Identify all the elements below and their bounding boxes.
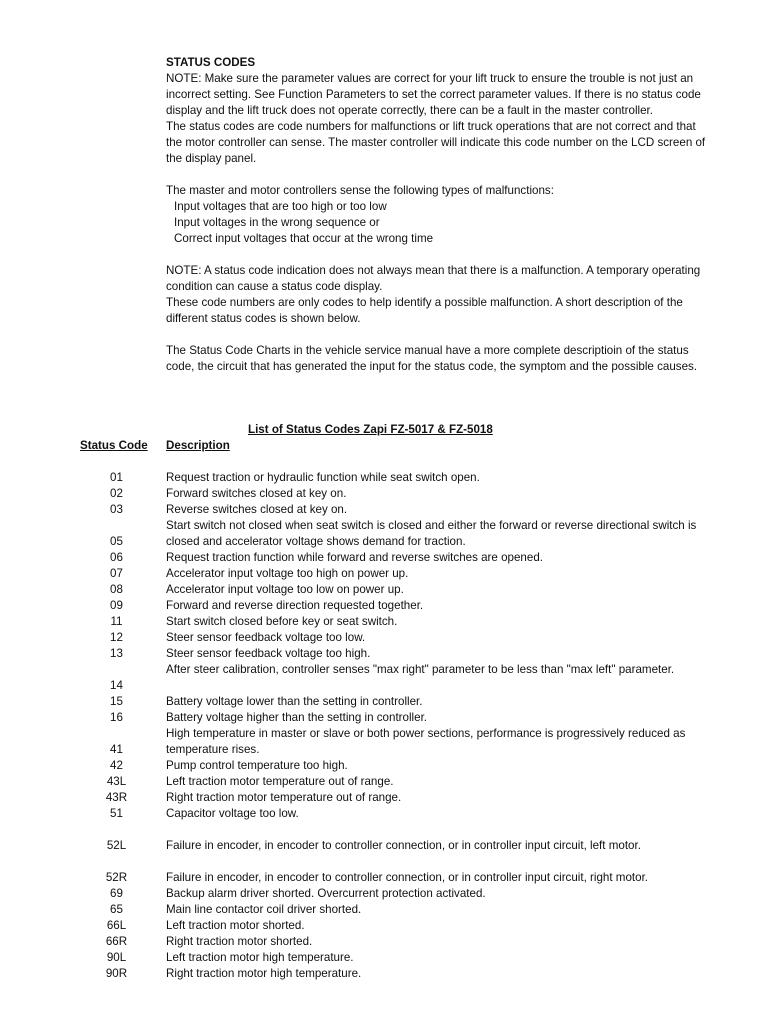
description-cell: Request traction or hydraulic function while seat switch open. (166, 471, 480, 484)
malfunction-item: Correct input voltages that occur at the wrong time (174, 232, 434, 245)
description-paragraph-2: The master and motor controllers sense the following types of malfunctions: (166, 184, 554, 197)
description-cell: Forward and reverse direction requested together. (166, 599, 424, 612)
status-code-cell: 90L (106, 951, 127, 964)
description-cell: High temperature in master or slave or both power sections, performance is progressively reduced as temperature rises. (166, 727, 686, 756)
status-code-cell: 69 (110, 887, 123, 900)
status-code-cell: 15 (110, 695, 123, 708)
status-code-cell: 52L (106, 839, 127, 852)
description-cell: Failure in encoder, in encoder to controller connection, or in controller input circuit, right motor. (166, 871, 649, 884)
description-cell: Capacitor voltage too low. (166, 807, 299, 820)
description-cell: Accelerator input voltage too low on power up. (166, 583, 404, 596)
description-cell: Failure in encoder, in encoder to controller connection, or in controller input circuit, left motor. (166, 839, 641, 852)
status-code-cell: 13 (110, 647, 123, 660)
status-code-cell: 09 (110, 599, 123, 612)
description-cell: Left traction motor high temperature. (166, 951, 354, 964)
description-cell: Start switch not closed when seat switch is closed and either the forward or reverse directional switch is closed and accelerator voltage shows demand for traction. (166, 519, 697, 548)
description-cell: Main line contactor coil driver shorted. (166, 903, 362, 916)
description-cell: Pump control temperature too high. (166, 759, 348, 772)
status-code-cell: 41 (110, 743, 123, 756)
status-code-cell: 52R (105, 871, 128, 884)
description-paragraph-3: These code numbers are only codes to help identify a possible malfunction. A short description of the different status codes is shown below. (166, 296, 683, 325)
description-cell: Start switch closed before key or seat switch. (166, 615, 398, 628)
status-code-cell: 51 (110, 807, 123, 820)
description-cell: Left traction motor temperature out of range. (166, 775, 394, 788)
status-code-cell: 05 (110, 535, 123, 548)
status-code-cell: 08 (110, 583, 123, 596)
malfunction-item: Input voltages that are too high or too low (174, 200, 387, 213)
description-cell: After steer calibration, controller senses "max right" parameter to be less than "max left" parameter. (166, 663, 675, 676)
status-code-column-header: Status Code (80, 439, 148, 452)
description-cell: Right traction motor temperature out of range. (166, 791, 402, 804)
description-paragraph-4: The Status Code Charts in the vehicle service manual have a more complete descriptioin of the status code, the circuit that has generated the input for the status code, the symptom and the possible causes. (166, 344, 698, 373)
status-code-cell: 90R (105, 967, 128, 980)
description-paragraph-1: The status codes are code numbers for malfunctions or lift truck operations that are not correct and that the motor controller can sense. The master controller will indicate this code number on the LCD screen of the display panel. (166, 120, 706, 165)
status-code-list-title: List of Status Codes Zapi FZ-5017 & FZ-5018 (248, 423, 493, 436)
description-cell: Right traction motor high temperature. (166, 967, 362, 980)
description-cell: Right traction motor shorted. (166, 935, 313, 948)
status-code-cell: 06 (110, 551, 123, 564)
description-column-header: Description (166, 439, 230, 452)
status-code-cell: 16 (110, 711, 123, 724)
description-cell: Accelerator input voltage too high on power up. (166, 567, 409, 580)
description-cell: Steer sensor feedback voltage too high. (166, 647, 371, 660)
status-code-cell: 65 (110, 903, 123, 916)
status-code-cell: 42 (110, 759, 123, 772)
status-code-cell: 43L (106, 775, 127, 788)
status-code-cell: 03 (110, 503, 123, 516)
status-code-cell: 66L (106, 919, 127, 932)
status-code-cell: 07 (110, 567, 123, 580)
section-title: STATUS CODES (166, 56, 256, 69)
description-cell: Steer sensor feedback voltage too low. (166, 631, 366, 644)
description-cell: Left traction motor shorted. (166, 919, 305, 932)
description-cell: Forward switches closed at key on. (166, 487, 347, 500)
malfunction-item: Input voltages in the wrong sequence or (174, 216, 380, 229)
note-paragraph-2: NOTE: A status code indication does not always mean that there is a malfunction. A temporary operating condition can cause a status code display. (166, 264, 701, 293)
status-code-cell: 14 (110, 679, 123, 692)
intro-section (166, 55, 706, 375)
description-cell: Battery voltage lower than the setting in controller. (166, 695, 423, 708)
description-cell: Reverse switches closed at key on. (166, 503, 348, 516)
note-paragraph-1: NOTE: Make sure the parameter values are correct for your lift truck to ensure the trouble is not just an incorrect setting. See Function Parameters to set the correct parameter values. If there is no status code display and the lift truck does not operate correctly, there can be a fault in the master controller. (166, 72, 701, 117)
description-cell: Request traction function while forward and reverse switches are opened. (166, 551, 544, 564)
description-cell: Battery voltage higher than the setting in controller. (166, 711, 428, 724)
description-cell: Backup alarm driver shorted. Overcurrent protection activated. (166, 887, 486, 900)
status-code-cell: 02 (110, 487, 123, 500)
status-code-cell: 11 (110, 615, 123, 628)
status-code-cell: 66R (105, 935, 128, 948)
status-code-cell: 12 (110, 631, 123, 644)
status-code-cell: 01 (110, 471, 123, 484)
status-code-cell: 43R (105, 791, 128, 804)
